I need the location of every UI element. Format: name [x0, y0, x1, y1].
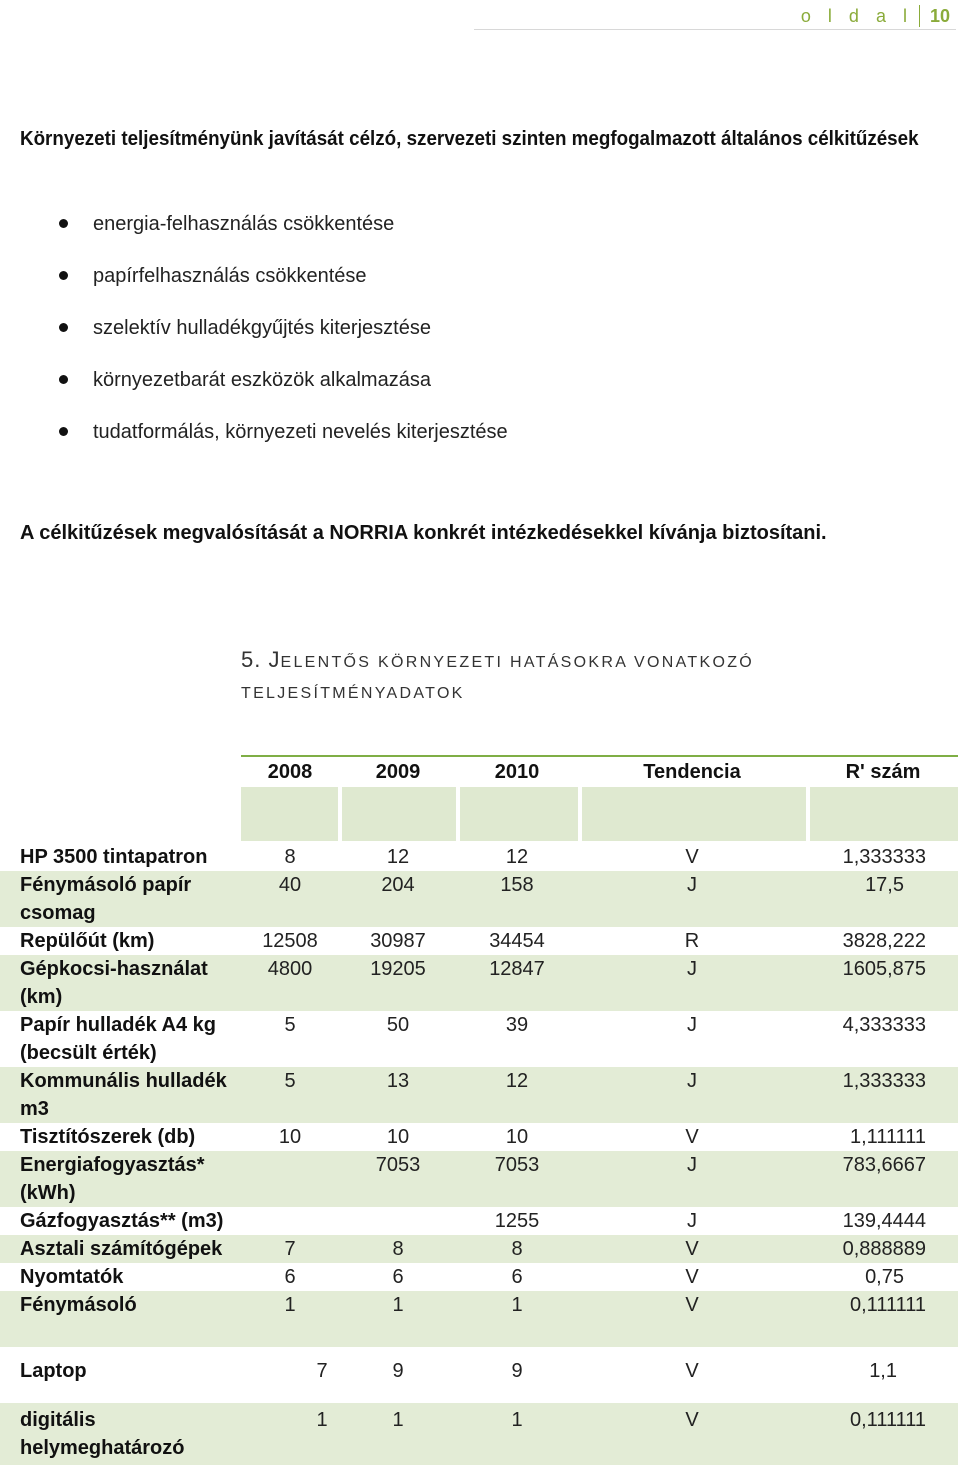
table-row	[0, 1207, 958, 1235]
table-cell: 5	[284, 1070, 296, 1092]
closing-statement: A célkitűzések megvalósítását a NORRIA konkrét intézkedésekkel kívánja biztosítani.	[20, 522, 827, 544]
table-cell-r-number: 3828,222	[842, 930, 926, 952]
table-cell: 10	[278, 1126, 302, 1148]
table-row	[0, 1123, 958, 1151]
table-cell-r-number: 0,75	[865, 1266, 904, 1288]
column-gap	[456, 787, 460, 841]
row-label: Laptop	[20, 1360, 87, 1382]
row-label: HP 3500 tintapatron	[20, 846, 208, 868]
intro-heading: Környezeti teljesítményünk javítását célzó, szervezeti szinten megfogalmazott általános célkitűzések	[20, 128, 919, 150]
table-cell: 7	[316, 1360, 328, 1382]
table-cell: 1	[392, 1294, 404, 1316]
row-label: Nyomtatók	[20, 1266, 124, 1288]
table-header-row	[241, 757, 958, 787]
table-cell-r-number: 0,111111	[850, 1409, 926, 1431]
table-cell-r-number: 783,6667	[842, 1154, 926, 1176]
table-row	[0, 927, 958, 955]
table-cell-r-number: 1,111111	[850, 1126, 926, 1148]
table-cell: 12	[505, 846, 529, 868]
column-gap	[338, 787, 342, 841]
table-header-band	[241, 787, 958, 841]
table-cell: J	[687, 1154, 697, 1176]
table-cell-r-number: 1,1	[869, 1360, 897, 1382]
bullet-icon	[59, 219, 68, 228]
table-row	[0, 1403, 958, 1465]
table-cell: 4800	[267, 958, 313, 980]
row-label: Gépkocsi-használat (km)	[20, 958, 208, 1008]
table-cell: 1	[511, 1294, 523, 1316]
table-cell: V	[685, 1294, 699, 1316]
table-cell: 6	[284, 1266, 296, 1288]
table-cell: 1	[511, 1409, 523, 1431]
table-cell: 9	[392, 1360, 404, 1382]
table-cell: J	[687, 874, 697, 896]
table-cell: 6	[392, 1266, 404, 1288]
table-cell: 12847	[489, 958, 545, 980]
table-cell: 7053	[494, 1154, 540, 1176]
list-item: szelektív hulladékgyűjtés kiterjesztése	[0, 310, 508, 362]
table-cell: 39	[505, 1014, 529, 1036]
row-label: Gázfogyasztás** (m3)	[20, 1210, 224, 1232]
table-cell: 8	[392, 1238, 404, 1260]
table-cell: 34454	[489, 930, 545, 952]
table-cell: J	[687, 1070, 697, 1092]
table-cell-r-number: 4,333333	[842, 1014, 926, 1036]
table-cell: J	[687, 1210, 697, 1232]
table-row	[0, 1291, 958, 1347]
table-cell: 8	[511, 1238, 523, 1260]
table-cell-r-number: 0,888889	[842, 1238, 926, 1260]
table-cell: 8	[284, 846, 296, 868]
column-header: 2009	[375, 761, 421, 783]
row-label: digitális helymeghatározó	[20, 1409, 185, 1459]
table-cell: 40	[278, 874, 302, 896]
list-item: környezetbarát eszközök alkalmazása	[0, 362, 508, 414]
table-cell-r-number: 0,111111	[850, 1294, 926, 1316]
table-row	[0, 843, 958, 871]
row-label: Asztali számítógépek	[20, 1238, 223, 1260]
column-header: 2008	[267, 761, 313, 783]
list-item: energia-felhasználás csökkentése	[0, 206, 508, 258]
page-label: o l d a l	[800, 5, 913, 26]
table-row	[0, 1067, 958, 1123]
table-cell-r-number: 1,333333	[842, 1070, 926, 1092]
table-cell: 5	[284, 1014, 296, 1036]
bullet-icon	[59, 427, 68, 436]
table-cell: V	[685, 1126, 699, 1148]
row-label: Fénymásoló	[20, 1294, 137, 1316]
table-cell: V	[685, 1360, 699, 1382]
table-cell: 1255	[494, 1210, 540, 1232]
objectives-list	[0, 206, 508, 466]
row-label: Tisztítószerek (db)	[20, 1126, 196, 1148]
table-cell: 1	[316, 1409, 328, 1431]
table-row	[0, 871, 958, 927]
column-gap	[578, 787, 582, 841]
table-cell: 10	[505, 1126, 529, 1148]
table-row	[0, 1011, 958, 1067]
table-cell: V	[685, 1238, 699, 1260]
table-cell: 1	[284, 1294, 296, 1316]
table-cell: 19205	[370, 958, 426, 980]
table-cell-r-number: 139,4444	[842, 1210, 926, 1232]
column-gap	[806, 787, 810, 841]
table-cell: V	[685, 846, 699, 868]
table-cell-r-number: 1605,875	[842, 958, 926, 980]
page-header	[801, 4, 950, 28]
table-cell: 10	[386, 1126, 410, 1148]
table-cell: 7	[284, 1238, 296, 1260]
table-cell: 30987	[370, 930, 426, 952]
table-cell: J	[687, 1014, 697, 1036]
table-cell: 7053	[375, 1154, 421, 1176]
bullet-icon	[59, 375, 68, 384]
table-row	[0, 955, 958, 1011]
row-label: Papír hulladék A4 kg (becsült érték)	[20, 1014, 216, 1064]
table-row	[0, 1235, 958, 1263]
table-cell: V	[685, 1266, 699, 1288]
table-cell: V	[685, 1409, 699, 1431]
row-label: Repülőút (km)	[20, 930, 155, 952]
list-item: papírfelhasználás csökkentése	[0, 258, 508, 310]
page-separator	[919, 5, 920, 27]
table-row	[0, 1263, 958, 1291]
table-cell-r-number: 17,5	[865, 874, 904, 896]
table-row	[0, 1151, 958, 1207]
header-rule	[474, 29, 956, 30]
bullet-icon	[59, 323, 68, 332]
row-label: Fénymásoló papír csomag	[20, 874, 192, 924]
section-title: 5. JELENTŐS KÖRNYEZETI HATÁSOKRA VONATKOZÓ TELJESÍTMÉNYADATOK	[241, 647, 755, 702]
table-cell: 204	[381, 874, 415, 896]
table-cell: 13	[386, 1070, 410, 1092]
row-label: Kommunális hulladék m3	[20, 1070, 227, 1120]
page-number: 10	[929, 5, 950, 26]
column-header: Tendencia	[643, 761, 741, 783]
table-cell: 6	[511, 1266, 523, 1288]
column-header: R' szám	[845, 761, 921, 783]
bullet-icon	[59, 271, 68, 280]
table-cell: 50	[386, 1014, 410, 1036]
table-cell: 12508	[262, 930, 318, 952]
table-cell: R	[684, 930, 700, 952]
row-label: Energiafogyasztás* (kWh)	[20, 1154, 205, 1204]
table-cell: J	[687, 958, 697, 980]
table-row	[0, 1347, 958, 1403]
column-header: 2010	[494, 761, 540, 783]
table-cell: 12	[386, 846, 410, 868]
list-item: tudatformálás, környezeti nevelés kiterjesztése	[0, 414, 508, 466]
table-cell: 12	[505, 1070, 529, 1092]
table-cell: 1	[392, 1409, 404, 1431]
table-cell: 158	[500, 874, 534, 896]
table-cell: 9	[511, 1360, 523, 1382]
table-cell-r-number: 1,333333	[842, 846, 926, 868]
